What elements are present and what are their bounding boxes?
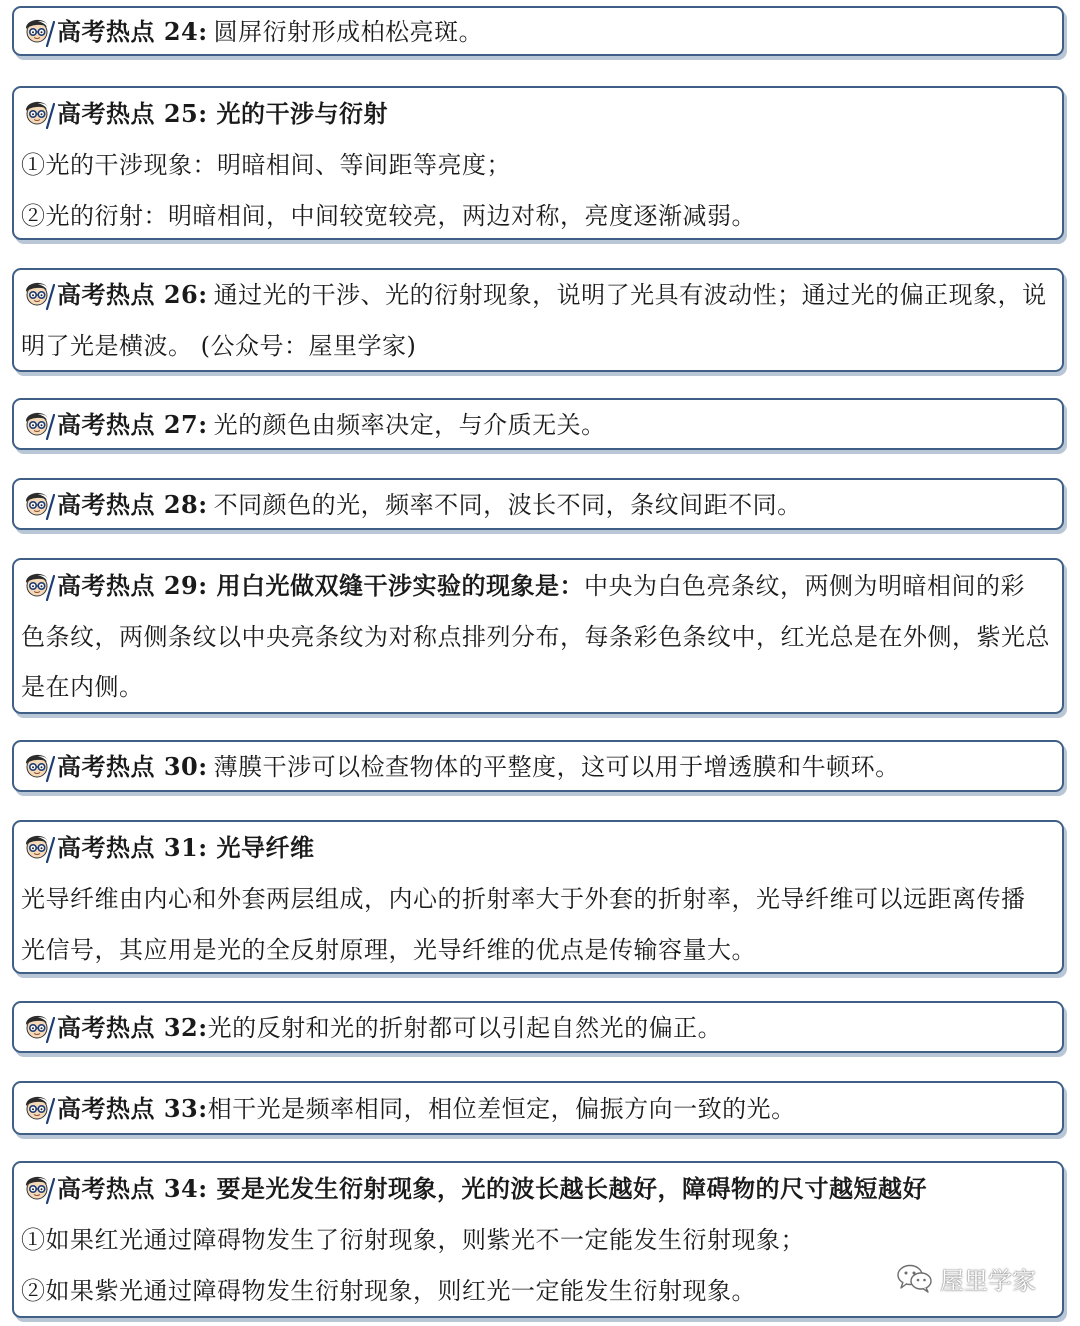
hotspot-title: 高考热点 27: — [57, 410, 208, 439]
hotspot-title: 高考热点 33: — [57, 1094, 208, 1123]
card-heading — [21, 485, 1056, 525]
body-line: 光信号，其应用是光的全反射原理，光导纤维的优点是传输容量大。 — [21, 936, 756, 964]
hotspot-text: 不同颜色的光，频率不同，波长不同，条纹间距不同。 — [213, 491, 802, 519]
hotspot-text: 通过光的干涉、光的衍射现象，说明了光具有波动性；通过光的偏正现象，说 — [213, 281, 1047, 309]
watermark — [896, 1260, 1036, 1296]
hotspot-title: 高考热点 25: 光的干涉与衍射 — [57, 99, 388, 128]
student-icon — [21, 751, 55, 783]
card-heading — [21, 566, 1056, 606]
hotspot-title: 高考热点 26: — [57, 280, 208, 309]
hotspot-title: 高考热点 31: 光导纤维 — [57, 833, 315, 862]
hotspot-title: 高考热点 34: 要是光发生衍射现象，光的波长越长越好，障碍物的尺寸越短越好 — [57, 1174, 927, 1203]
hotspot-card-29 — [12, 558, 1064, 714]
hotspot-card-26 — [12, 268, 1064, 372]
student-icon — [21, 832, 55, 864]
card-heading — [21, 94, 1056, 134]
hotspot-title: 高考热点 29: 用白光做双缝干涉实验的现象是： — [57, 571, 584, 600]
student-icon — [21, 279, 55, 311]
body-line: 是在内侧。 — [21, 673, 144, 701]
hotspot-card-27 — [12, 398, 1064, 450]
body-line: 明了光是横波。 (公众号：屋里学家) — [21, 332, 417, 360]
student-icon — [21, 16, 55, 48]
student-icon — [21, 1093, 55, 1125]
hotspot-text: 相干光是频率相同，相位差恒定，偏振方向一致的光。 — [207, 1095, 796, 1123]
body-line: ①如果红光通过障碍物发生了衍射现象，则紫光不一定能发生衍射现象； — [21, 1226, 805, 1254]
body-line: ①光的干涉现象：明暗相间、等间距等亮度； — [21, 151, 511, 179]
body-line: 色条纹，两侧条纹以中央亮条纹为对称点排列分布，每条彩色条纹中，红光总是在外侧，紫光总 — [21, 623, 1050, 651]
hotspot-text: 薄膜干涉可以检查物体的平整度，这可以用于增透膜和牛顿环。 — [213, 753, 900, 781]
hotspot-card-33 — [12, 1081, 1064, 1135]
student-icon — [21, 409, 55, 441]
card-heading — [21, 747, 1056, 787]
card-heading — [21, 1008, 1056, 1048]
hotspot-card-25 — [12, 86, 1064, 240]
body-line: 光导纤维由内心和外套两层组成，内心的折射率大于外套的折射率，光导纤维可以远距离传播 — [21, 885, 1026, 913]
hotspot-title: 高考热点 32: — [57, 1013, 208, 1042]
hotspot-text: 光的颜色由频率决定，与介质无关。 — [213, 411, 606, 439]
card-heading — [21, 12, 1056, 52]
hotspot-card-32 — [12, 1001, 1064, 1053]
body-line: ②光的衍射：明暗相间，中间较宽较亮，两边对称，亮度逐渐减弱。 — [21, 202, 756, 230]
student-icon — [21, 1012, 55, 1044]
hotspot-card-24 — [12, 6, 1064, 56]
hotspot-title: 高考热点 30: — [57, 752, 208, 781]
hotspot-card-30 — [12, 740, 1064, 792]
hotspot-title: 高考热点 28: — [57, 490, 208, 519]
watermark-text: 屋里学家 — [940, 1266, 1036, 1295]
body-line: ②如果紫光通过障碍物发生衍射现象，则红光一定能发生衍射现象。 — [21, 1277, 756, 1305]
hotspot-text: 光的反射和光的折射都可以引起自然光的偏正。 — [207, 1014, 723, 1042]
student-icon — [21, 570, 55, 602]
card-heading — [21, 405, 1056, 445]
hotspot-card-28 — [12, 478, 1064, 530]
hotspot-text: 圆屏衍射形成柏松亮斑。 — [213, 18, 484, 46]
hotspot-title: 高考热点 24: — [57, 17, 208, 46]
card-heading — [21, 275, 1056, 315]
wechat-icon — [896, 1263, 934, 1293]
hotspot-text: 中央为白色亮条纹，两侧为明暗相间的彩 — [583, 572, 1025, 600]
hotspot-card-31 — [12, 820, 1064, 974]
student-icon — [21, 98, 55, 130]
student-icon — [21, 489, 55, 521]
card-heading — [21, 828, 1056, 868]
card-heading — [21, 1089, 1056, 1129]
student-icon — [21, 1173, 55, 1205]
card-heading — [21, 1169, 1056, 1209]
